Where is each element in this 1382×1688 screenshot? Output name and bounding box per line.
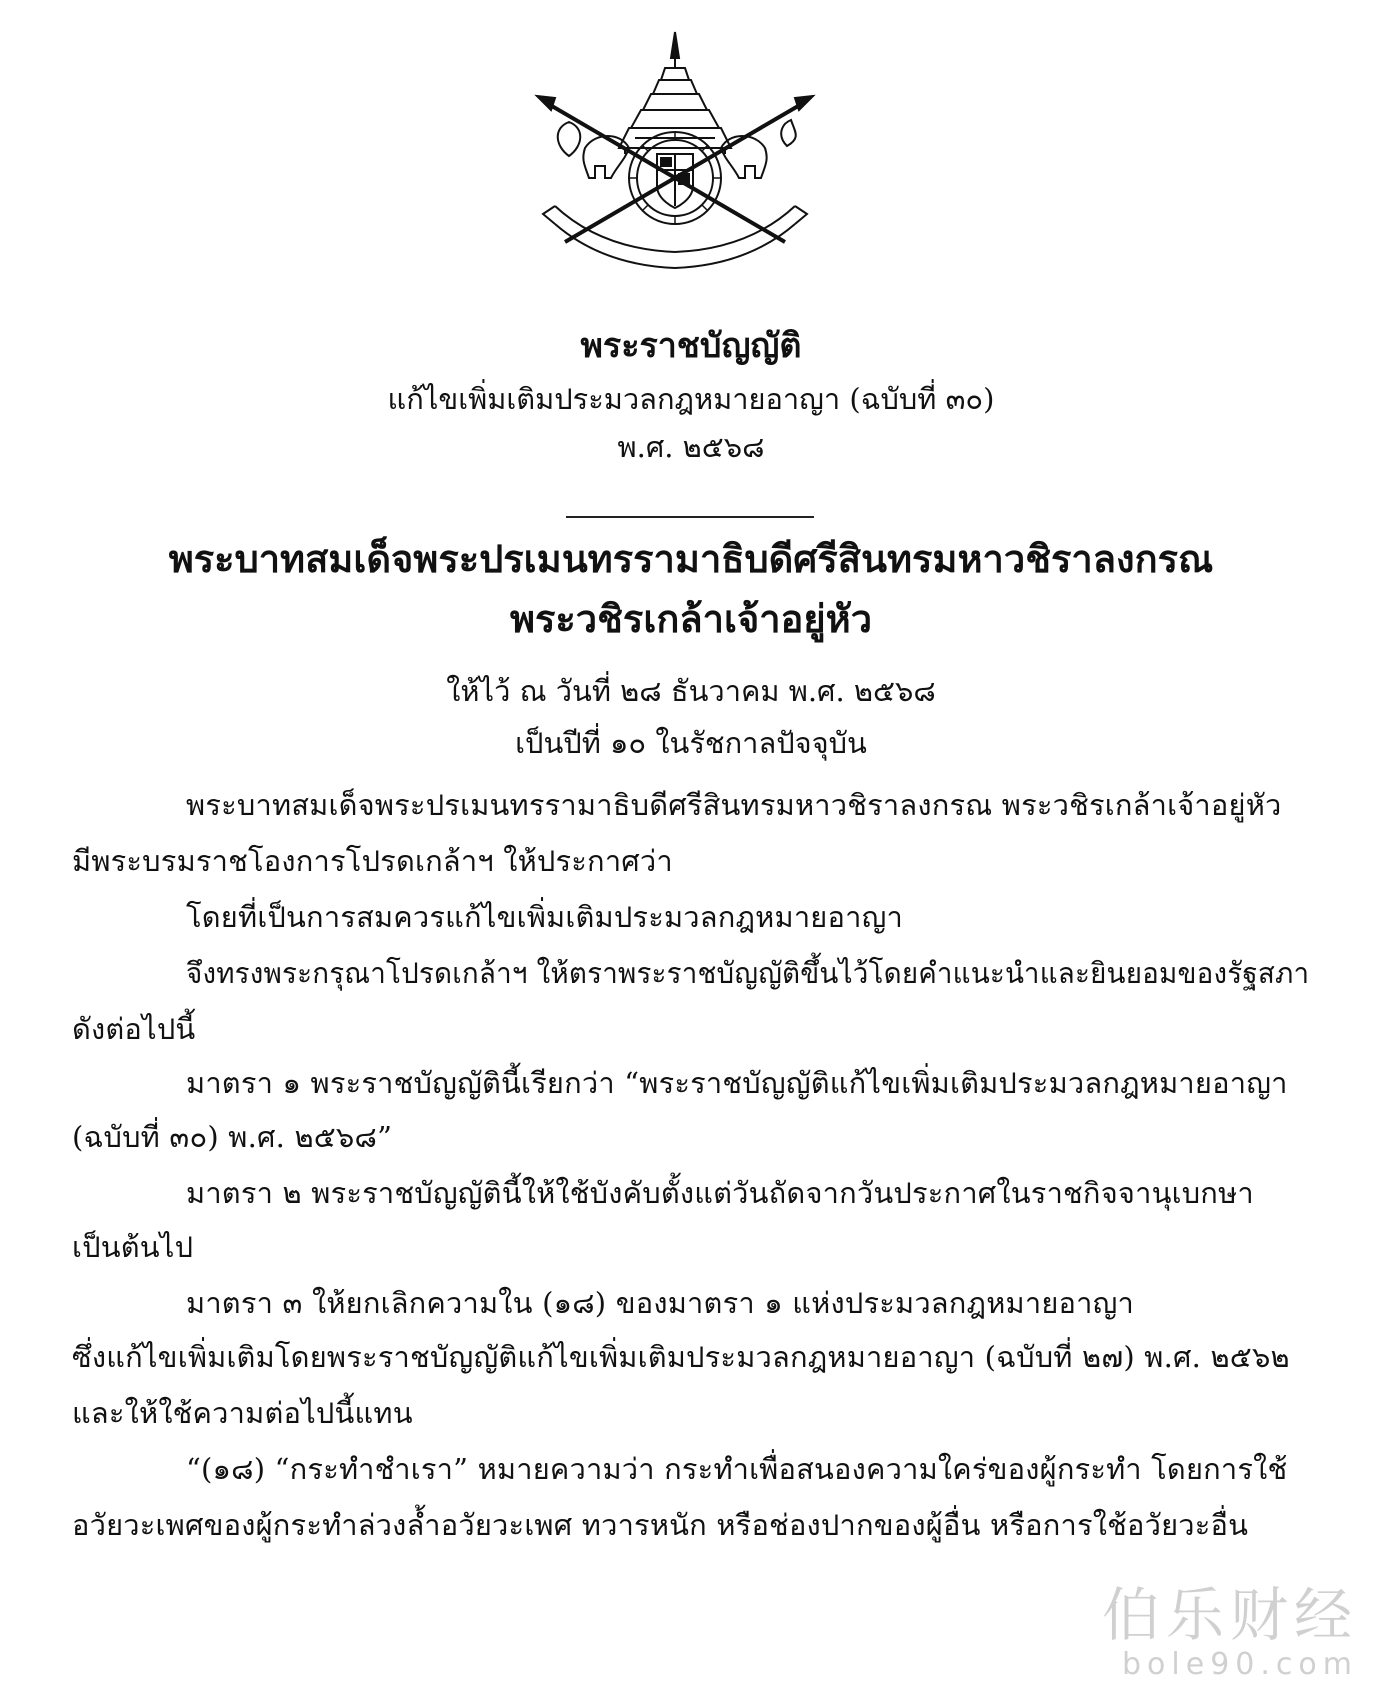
reign-year: เป็นปีที่ ๑๐ ในรัชกาลปัจจุบัน [515, 726, 867, 760]
enactment-line-2: ดังต่อไปนี้ [72, 1012, 196, 1046]
act-year: พ.ศ. ๒๕๖๘ [617, 430, 765, 464]
section-1-line-2: (ฉบับที่ ๓๐) พ.ศ. ๒๕๖๘” [72, 1120, 393, 1154]
section-2-line-1: มาตรา ๒ พระราชบัญญัตินี้ให้ใช้บังคับตั้งแต่วันถัดจากวันประกาศในราชกิจจานุเบกษา [186, 1176, 1254, 1210]
watermark-cn: 伯乐财经 [1101, 1581, 1358, 1649]
section-3-line-3: และให้ใช้ความต่อไปนี้แทน [72, 1396, 413, 1430]
royal-emblem-icon [525, 28, 825, 278]
section-2-line-2: เป็นต้นไป [72, 1230, 194, 1264]
preamble-line-2: มีพระบรมราชโองการโปรดเกล้าฯ ให้ประกาศว่า [72, 844, 673, 878]
section-3-line-2: ซึ่งแก้ไขเพิ่มเติมโดยพระราชบัญญัติแก้ไขเพิ่มเติมประมวลกฎหมายอาญา (ฉบับที่ ๒๗) พ.ศ. ๒๕๖๒ [72, 1340, 1290, 1374]
title-divider [566, 516, 814, 518]
enactment-line-1: จึงทรงพระกรุณาโปรดเกล้าฯ ให้ตราพระราชบัญญัติขึ้นไว้โดยคำแนะนำและยินยอมของรัฐสภา [186, 956, 1310, 990]
watermark-domain: bole90.com [1122, 1647, 1358, 1682]
watermark [1102, 1583, 1358, 1682]
definition-line-1: “(๑๘) “กระทำชำเรา” หมายความว่า กระทำเพื่อสนองความใคร่ของผู้กระทำ โดยการใช้ [186, 1452, 1288, 1486]
act-subtitle: แก้ไขเพิ่มเติมประมวลกฎหมายอาญา (ฉบับที่ ๓๐) [387, 382, 995, 416]
king-name-line-2: พระวชิรเกล้าเจ้าอยู่หัว [509, 596, 873, 641]
king-name-line-1: พระบาทสมเด็จพระปรเมนทรรามาธิบดีศรีสินทรมหาวชิราลงกรณ [168, 536, 1214, 581]
section-3-line-1: มาตรา ๓ ให้ยกเลิกความใน (๑๘) ของมาตรา ๑ แห่งประมวลกฎหมายอาญา [186, 1286, 1135, 1320]
act-title: พระราชบัญญัติ [580, 326, 802, 366]
definition-line-2: อวัยวะเพศของผู้กระทำล่วงล้ำอวัยวะเพศ ทวารหนัก หรือช่องปากของผู้อื่น หรือการใช้อวัยวะอื่น [72, 1508, 1249, 1542]
section-1-line-1: มาตรา ๑ พระราชบัญญัตินี้เรียกว่า “พระราชบัญญัติแก้ไขเพิ่มเติมประมวลกฎหมายอาญา [186, 1066, 1288, 1100]
given-date: ให้ไว้ ณ วันที่ ๒๘ ธันวาคม พ.ศ. ๒๕๖๘ [446, 674, 936, 708]
preamble-reason: โดยที่เป็นการสมควรแก้ไขเพิ่มเติมประมวลกฎหมายอาญา [186, 900, 903, 934]
preamble-line-1: พระบาทสมเด็จพระปรเมนทรรามาธิบดีศรีสินทรมหาวชิราลงกรณ พระวชิรเกล้าเจ้าอยู่หัว [186, 788, 1282, 822]
